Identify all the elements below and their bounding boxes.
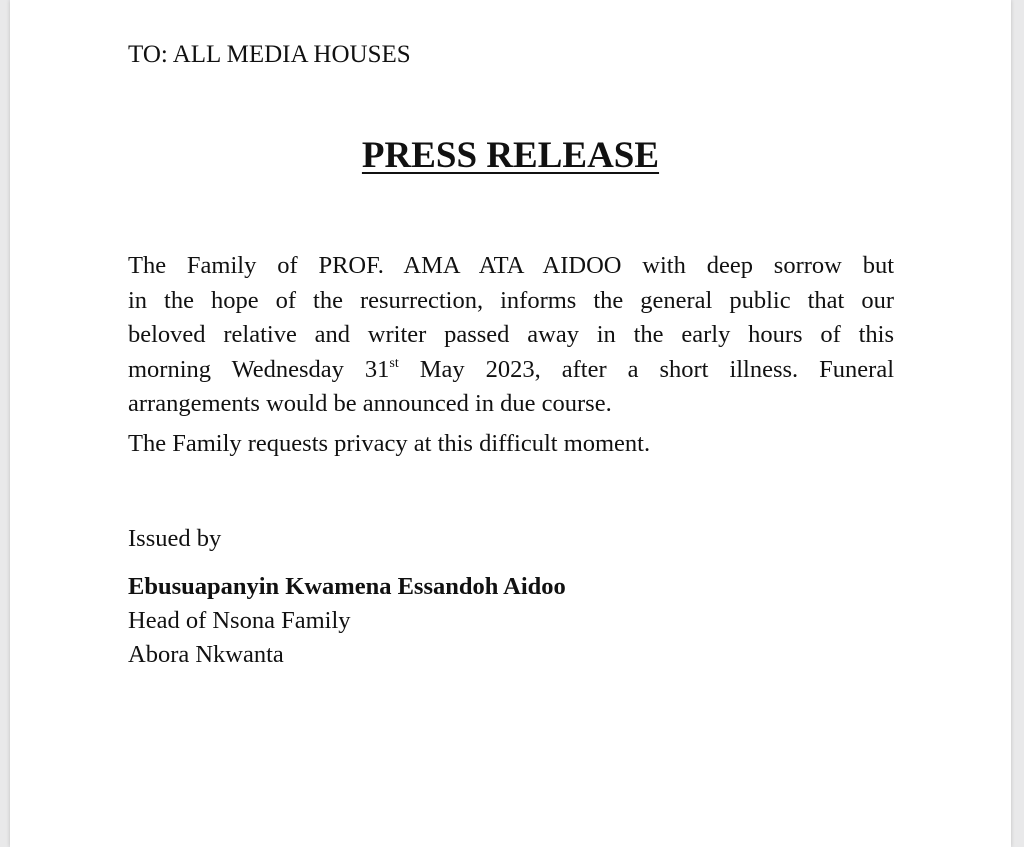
issued-by-label: Issued by xyxy=(128,525,222,552)
signatory-location: Abora Nkwanta xyxy=(128,641,284,668)
body-line-4 xyxy=(128,353,894,388)
document-page xyxy=(10,0,1011,847)
body-line-4-end: May 2023, after a short illness. Funeral xyxy=(398,355,895,383)
body-line-5: arrangements would be announced in due course. xyxy=(128,390,612,417)
body-paragraph xyxy=(128,249,894,422)
recipient-line: TO: ALL MEDIA HOUSES xyxy=(128,41,411,68)
body-line-2: in the hope of the resurrection, informs the general public that our xyxy=(128,286,894,314)
signatory-name: Ebusuapanyin Kwamena Essandoh Aidoo xyxy=(128,573,566,600)
body-line-4-start: morning Wednesday 31 xyxy=(128,355,390,383)
signatory-role: Head of Nsona Family xyxy=(128,607,351,634)
privacy-note: The Family requests privacy at this difficult moment. xyxy=(128,430,651,457)
date-ordinal-suffix: st xyxy=(389,355,399,371)
document-title: PRESS RELEASE xyxy=(361,135,660,176)
body-line-1: The Family of PROF. AMA ATA AIDOO with deep sorrow but xyxy=(128,252,894,279)
body-line-3: beloved relative and writer passed away in the early hours of this xyxy=(128,321,894,348)
